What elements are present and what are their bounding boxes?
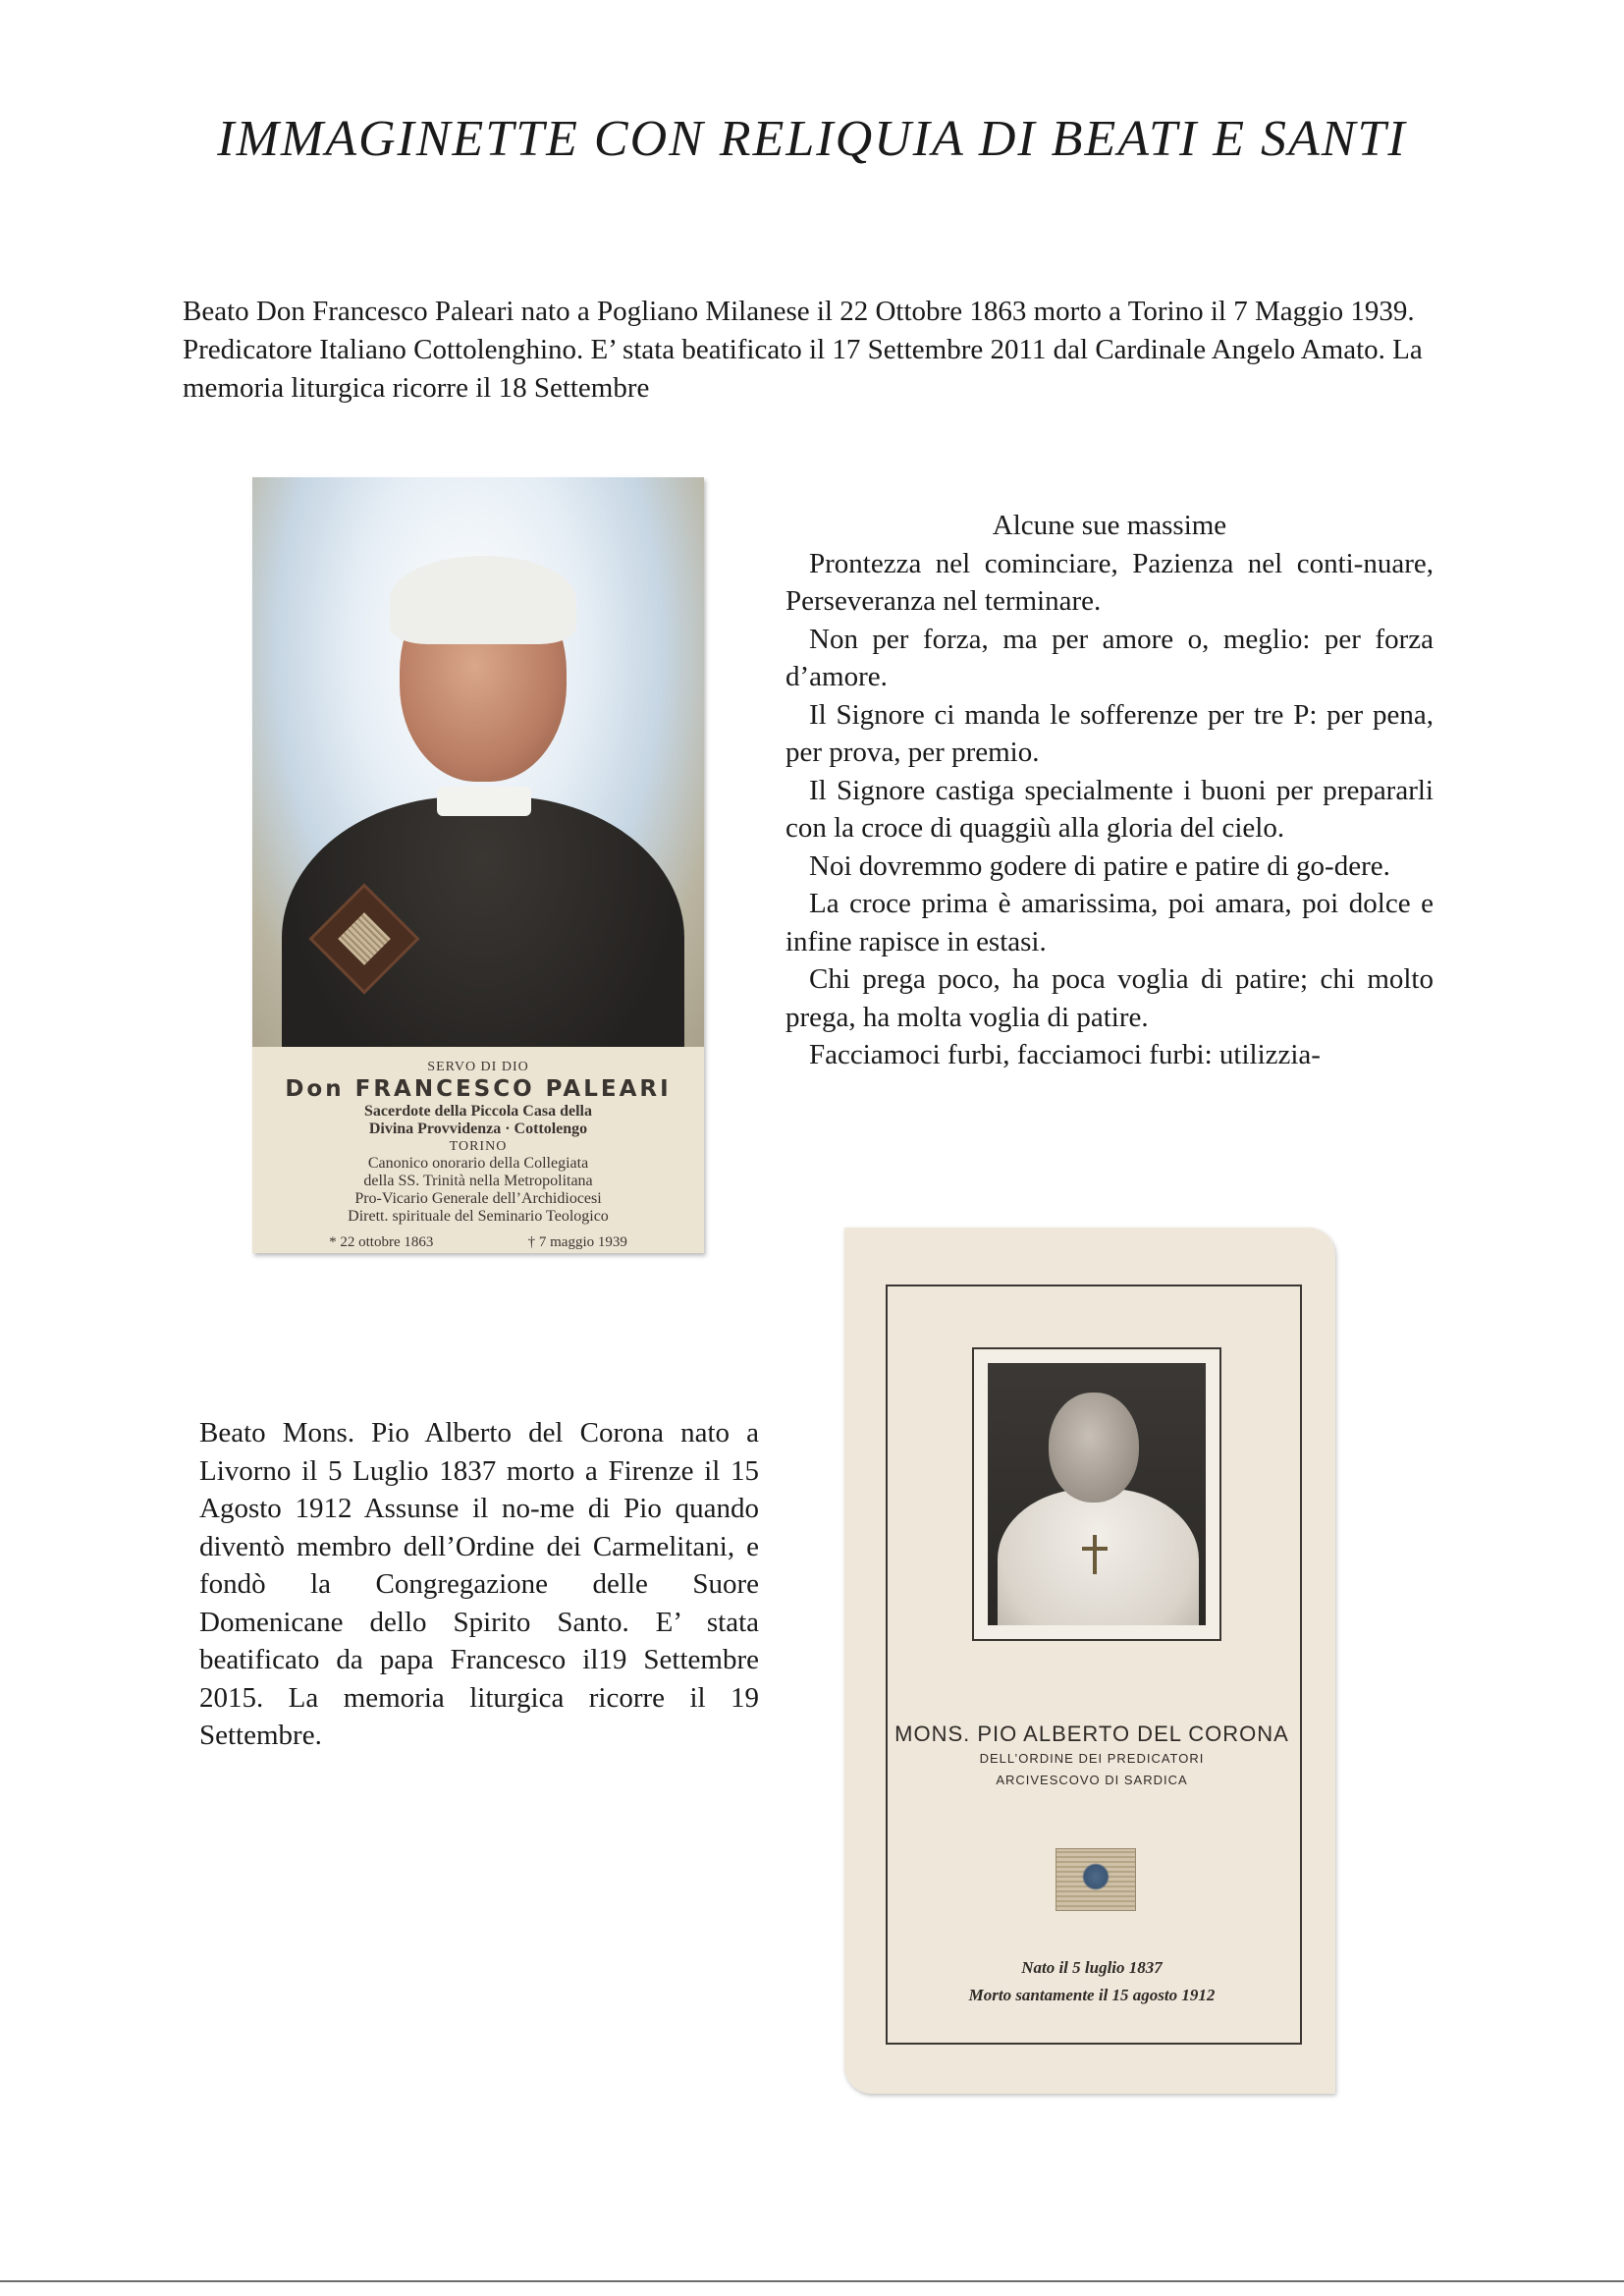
card2-photo-mount	[972, 1347, 1221, 1641]
card1-birth: * 22 ottobre 1863	[329, 1234, 434, 1250]
card2-line2: ARCIVESCOVO DI SARDICA	[996, 1773, 1188, 1787]
card1-line3: Divina Provvidenza · Cottolengo	[368, 1121, 588, 1137]
page-title: IMMAGINETTE CON RELIQUIA DI BEATI E SANTI	[217, 111, 1407, 167]
card1-line7: Pro-Vicario Generale dell’Archidiocesi	[354, 1190, 602, 1207]
bottom-rule	[0, 2280, 1624, 2282]
relic-patch	[1056, 1848, 1136, 1911]
card2-birth: Nato il 5 luglio 1837	[1021, 1958, 1163, 1977]
maxim-item: Il Signore ci manda le sofferenze per tre P: per pena, per prova, per premio.	[785, 698, 1434, 768]
card1-death: † 7 maggio 1939	[527, 1234, 627, 1250]
maxim-item: Facciamoci furbi, facciamoci furbi: utilizzia-	[809, 1039, 1321, 1070]
card1-name: Don FRANCESCO PALEARI	[285, 1076, 672, 1102]
maxim-item: Chi prega poco, ha poca voglia di patire; chi molto prega, ha molta voglia di patire.	[785, 963, 1434, 1033]
card1-line1: SERVO DI DIO	[427, 1060, 529, 1074]
pectoral-cross-icon	[1082, 1535, 1108, 1574]
maxim-item: Non per forza, ma per amore o, meglio: per forza d’amore.	[785, 623, 1434, 692]
maxim-item: Prontezza nel cominciare, Pazienza nel conti-nuare, Perseveranza nel terminare.	[785, 547, 1434, 617]
maxims-column	[785, 507, 1434, 1074]
del-corona-portrait	[988, 1363, 1206, 1625]
face-shape	[1049, 1393, 1139, 1503]
card1-line6: della SS. Trinità nella Metropolitana	[363, 1173, 593, 1189]
maxim-item: Noi dovremmo godere di patire e patire di go-dere.	[809, 849, 1390, 882]
card1-line8: Dirett. spirituale del Seminario Teologico	[348, 1208, 609, 1225]
card1-line2: Sacerdote della Piccola Casa della	[364, 1103, 592, 1120]
card2-death: Morto santamente il 15 agosto 1912	[968, 1986, 1216, 2004]
card1-dates	[252, 1231, 704, 1253]
paleari-biography: Beato Don Francesco Paleari nato a Pogliano Milanese il 22 Ottobre 1863 morto a Torino il 7 Maggio 1939. Predicatore Italiano Cottolenghino. E’ stata beatificato il 17 Settembre 2011 dal Cardinale Angelo Amato. La memoria liturgica ricorre il 18 Settembre	[183, 296, 1423, 404]
card2-dates	[886, 1954, 1298, 2009]
del-corona-holy-card	[844, 1228, 1335, 2094]
paleari-holy-card	[252, 477, 704, 1253]
paleari-portrait	[252, 477, 704, 1047]
del-corona-card-caption	[886, 1721, 1298, 1791]
collar-shape	[437, 787, 531, 816]
hair-shape	[390, 556, 576, 644]
card2-line1: DELL’ORDINE DEI PREDICATORI	[979, 1751, 1205, 1766]
card1-line5: Canonico onorario della Collegiata	[367, 1155, 589, 1172]
card2-name: MONS. PIO ALBERTO DEL CORONA	[894, 1722, 1289, 1746]
maxim-item: La croce prima è amarissima, poi amara, poi dolce e infine rapisce in estasi.	[785, 888, 1434, 957]
card1-line4: TORINO	[449, 1139, 508, 1154]
paleari-card-caption	[252, 1059, 704, 1253]
maxim-item: Il Signore castiga specialmente i buoni per prepararli con la croce di quaggiù alla gloria del cielo.	[785, 774, 1434, 844]
del-corona-biography: Beato Mons. Pio Alberto del Corona nato a Livorno il 5 Luglio 1837 morto a Firenze il 15 Agosto 1912 Assunse il no-me di Pio quando diventò membro dell’Ordine dei Carmelitani, e fondò la Congregazione delle Suore Domenicane dello Spirito Santo. E’ stata beatificato da papa Francesco il19 Settembre 2015. La memoria liturgica ricorre il 19 Settembre.	[199, 1417, 759, 1751]
maxims-heading: Alcune sue massime	[992, 510, 1227, 541]
